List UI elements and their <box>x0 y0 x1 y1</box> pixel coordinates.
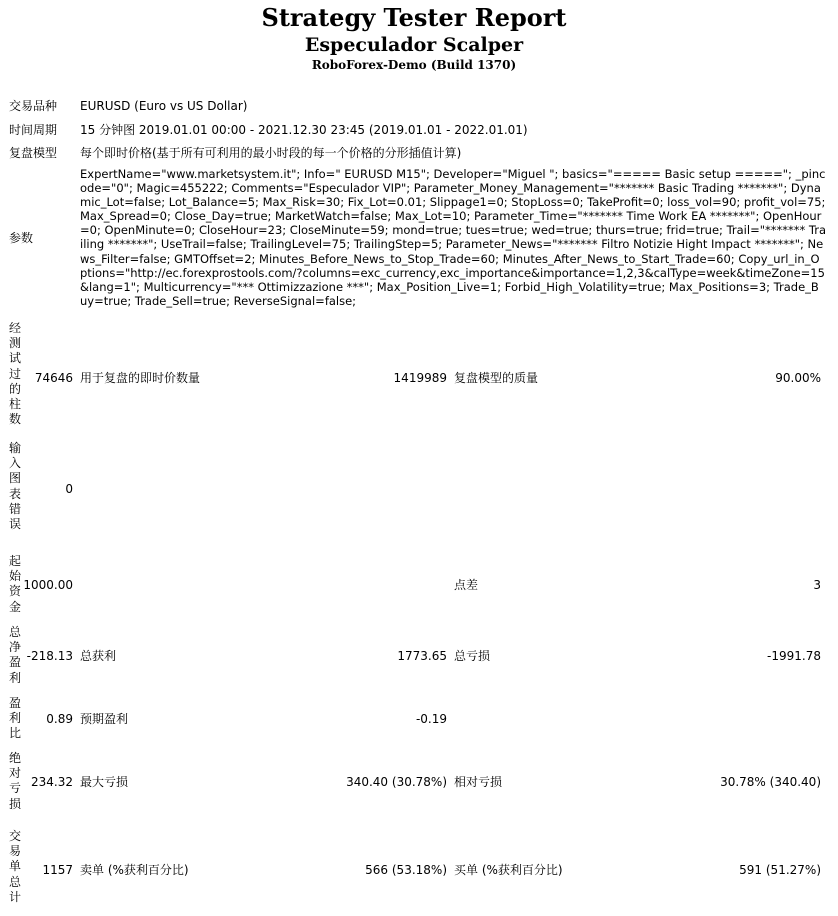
net-profit-value: -218.13 <box>26 649 73 663</box>
gross-loss-label: 总亏损 <box>454 649 491 663</box>
short-positions-value: 566 (53.18%) <box>365 863 447 877</box>
absolute-drawdown-value: 234.32 <box>31 775 73 789</box>
symbol-label: 交易品种 <box>9 99 58 113</box>
gross-loss-value: -1991.78 <box>767 649 821 663</box>
quality-label: 复盘模型的质量 <box>454 371 539 385</box>
quality-value: 90.00% <box>775 371 821 385</box>
short-positions-label: 卖单 (%获利百分比) <box>80 863 189 877</box>
model-value: 每个即时价格(基于所有可利用的最小时段的每一个价格的分形插值计算) <box>80 146 462 160</box>
long-positions-label: 买单 (%获利百分比) <box>454 863 563 877</box>
bars-value: 74646 <box>34 371 73 385</box>
net-profit-label: 总净盈利 <box>9 625 22 685</box>
gross-profit-label: 总获利 <box>80 649 117 663</box>
report-title: Strategy Tester Report <box>261 3 567 32</box>
model-label: 复盘模型 <box>9 146 58 160</box>
expected-payoff-value: -0.19 <box>415 712 447 726</box>
ticks-label: 用于复盘的即时价数量 <box>80 371 201 385</box>
long-positions-value: 591 (51.27%) <box>739 863 821 877</box>
gross-profit-value: 1773.65 <box>397 649 447 663</box>
profit-factor-label: 盈利比 <box>9 696 22 741</box>
spread-label: 点差 <box>454 578 479 592</box>
profit-factor-value: 0.89 <box>46 712 73 726</box>
server-build: RoboForex-Demo (Build 1370) <box>311 58 517 72</box>
expected-payoff-label: 预期盈利 <box>80 712 129 726</box>
relative-drawdown-value: 30.78% (340.40) <box>720 775 821 789</box>
max-drawdown-label: 最大亏损 <box>80 775 129 789</box>
deposit-label: 起始资金 <box>9 554 22 614</box>
total-trades-label: 交易单总计 <box>9 829 22 904</box>
ticks-value: 1419989 <box>393 371 447 385</box>
errors-label: 输入图表错误 <box>9 441 22 532</box>
relative-drawdown-label: 相对亏损 <box>454 775 503 789</box>
absolute-drawdown-label: 绝对亏损 <box>9 751 22 811</box>
params-label: 参数 <box>9 231 34 245</box>
deposit-value: 1000.00 <box>23 578 73 592</box>
params-value: ExpertName="www.marketsystem.it"; Info=" EURUSD M15"; Developer="Miguel "; basics="===== Basic setup ====="; _pincode="0"; Magic=455222; Comments="Especulador VIP"; Parameter_Money_Management="******* Basic Trading *******"; Dynamic_Lot=false; Lot_Balance=5; Max_Risk=30; Fix_Lot=0.01; Slippage1=0; StopLoss=0; TakeProfit=0; loss_vol=90; profit_vol=75; Max_Spread=0; Close_Day=true; MarketWatch=false; Max_Lot=10; Parameter_Time="******* Time Work EA *******"; OpenHour=0; OpenMinute=0; CloseHour=23; CloseMinute=59; mond=true; tues=true; wed=true; thurs=true; frid=true; Trail="******* Trailing *******"; UseTrail=false; TrailingLevel=75; TrailingStep=5; Parameter_News="******* Filtro Notizie Hight Impact *******"; News_Filter=false; GMTOffset=2; Minutes_Before_News_to_Stop_Trade=60; Minutes_After_News_to_Start_Trade=60; Copy_url_in_Options="http://ec.forexprostools.com/?columns=exc_currency,exc_importance&importance=1,2,3&calType=week&timeZone=15&lang=1"; Multicurrency="*** Ottimizzazione ***"; Max_Position_Live=1; Forbid_High_Volatility=true; Max_Positions=3; Trade_Buy=true; Trade_Sell=true; ReverseSignal=false; <box>80 167 827 308</box>
symbol-value: EURUSD (Euro vs US Dollar) <box>80 99 248 113</box>
period-label: 时间周期 <box>9 123 58 137</box>
period-value: 15 分钟图 2019.01.01 00:00 - 2021.12.30 23:45 (2019.01.01 - 2022.01.01) <box>80 123 528 137</box>
spread-value: 3 <box>813 578 821 592</box>
errors-value: 0 <box>65 482 73 496</box>
expert-name: Especulador Scalper <box>304 34 524 56</box>
bars-label: 经测试过的柱数 <box>9 321 22 427</box>
total-trades-value: 1157 <box>42 863 73 877</box>
max-drawdown-value: 340.40 (30.78%) <box>346 775 447 789</box>
